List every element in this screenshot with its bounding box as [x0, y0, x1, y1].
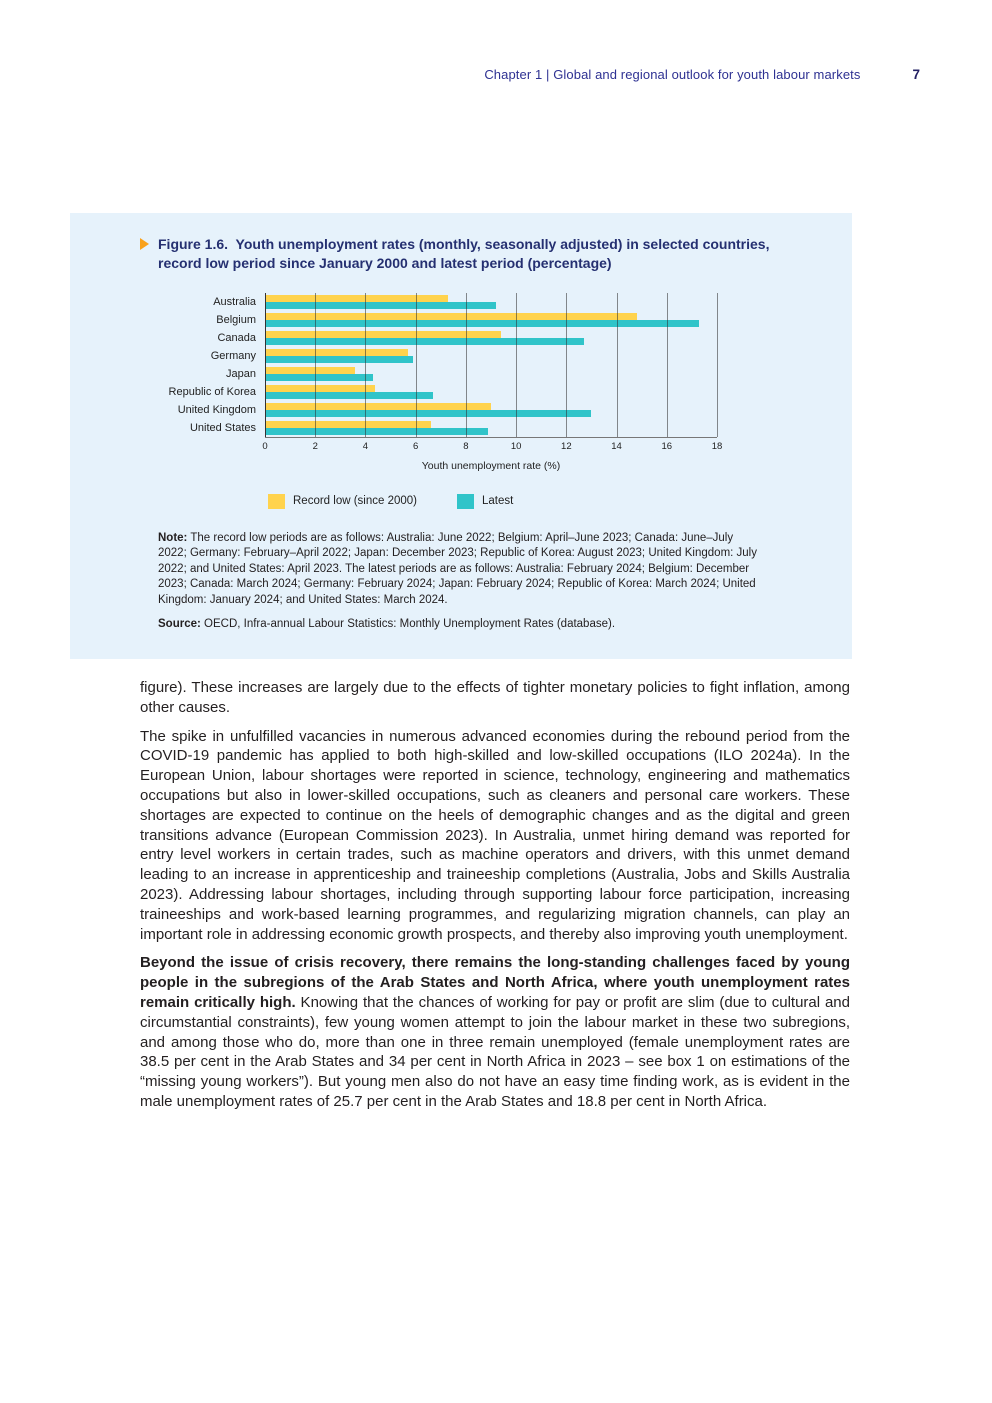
figure-title-row — [140, 235, 792, 273]
bar-record-low-since-2000- — [265, 349, 408, 356]
paragraph-1: figure). These increases are largely due to the effects of tighter monetary policies to fight inflation, among other causes. — [140, 679, 850, 716]
figure-source — [158, 617, 762, 633]
tick-label: 10 — [510, 440, 522, 452]
tick-label: 8 — [463, 440, 469, 452]
bar-latest — [265, 320, 699, 327]
paragraph-3-rest: Knowing that the chances of working for pay or profit are slim (due to cultural and circumstantial constraints), few young women attempt to join the labour market in these two subregions, and among those who do, more than one in three remain unemployed (female unemployment rates are 38.5 per cent in the Arab States and 34 per cent in North Africa in 2023 – see box 1 on estimations of the “missing young workers”). But young men also do not have an easy time finding work, as is evident in the male unemployment rates of 25.7 per cent in the Arab States and 18.8 per cent in North Africa. — [140, 993, 850, 1110]
chart-x-axis — [262, 438, 723, 453]
chart-legend — [268, 494, 852, 509]
chart-body — [70, 293, 852, 438]
tick-label: 12 — [561, 440, 572, 452]
bar-record-low-since-2000- — [265, 295, 448, 302]
bar-record-low-since-2000- — [265, 331, 501, 338]
legend-swatch — [457, 494, 474, 509]
chart-row — [265, 347, 717, 365]
chart-row — [265, 383, 717, 401]
chart-row — [265, 365, 717, 383]
bar-latest — [265, 428, 488, 435]
bar-latest — [265, 338, 584, 345]
tick-label: 14 — [611, 440, 622, 452]
bar-chart — [70, 293, 852, 509]
category-label: Belgium — [216, 313, 256, 326]
chart-row — [265, 401, 717, 419]
page-number: 7 — [912, 67, 920, 82]
bar-latest — [265, 356, 413, 363]
category-label: Australia — [213, 295, 256, 308]
bar-latest — [265, 374, 373, 381]
chart-row — [265, 293, 717, 311]
x-axis-label: Youth unemployment rate (%) — [421, 459, 561, 472]
legend-item — [268, 494, 417, 509]
chart-category-labels — [70, 293, 265, 438]
category-label: Republic of Korea — [168, 385, 256, 398]
gridline — [717, 293, 718, 437]
bar-record-low-since-2000- — [265, 385, 375, 392]
chart-row — [265, 311, 717, 329]
bar-latest — [265, 302, 496, 309]
bar-record-low-since-2000- — [265, 367, 355, 374]
legend-label: Record low (since 2000) — [293, 495, 418, 508]
bar-record-low-since-2000- — [265, 403, 491, 410]
source-text: OECD, Infra-annual Labour Statistics: Monthly Unemployment Rates (database). — [200, 618, 616, 631]
body-text — [140, 678, 850, 1121]
tick-label: 6 — [413, 440, 419, 452]
bar-latest — [265, 392, 433, 399]
paragraph-3 — [140, 953, 850, 1111]
category-label: United Kingdom — [177, 403, 256, 416]
note-text: The record low periods are as follows: Australia: June 2022; Belgium: April–June 2023; Canada: June–July 2022; Germany: February–April 2022; Japan: December 2023; Republic of Korea: August 2023; United Kingdom: July 2022; and United States: April 2023. The latest periods are as follows: Australia: February 2024; Belgium: December 2023; Canada: March 2024; Germany: February 2024; Japan: February 2024; Republic of Korea: March 2024; United Kingdom: January 2024; and United States: March 2024. — [158, 531, 757, 606]
tick-label: 16 — [661, 440, 673, 452]
tick-label: 18 — [711, 440, 723, 452]
tick-label: 0 — [262, 440, 268, 452]
source-label: Source: — [158, 618, 201, 631]
paragraph-3-bold-lead: Beyond the issue of crisis recovery, there remains the long-standing challenges faced by young people in the subregions of the Arab States and North Africa, where youth unemployment rates remain critically high. — [140, 954, 850, 1011]
chapter-title: Chapter 1 | Global and regional outlook for youth labour markets — [484, 67, 861, 82]
figure-box — [70, 213, 852, 659]
bar-record-low-since-2000- — [265, 313, 637, 320]
category-label: Germany — [210, 349, 256, 362]
legend-swatch — [268, 494, 285, 509]
figure-marker-triangle-icon — [140, 238, 149, 250]
running-header — [484, 67, 920, 82]
note-label: Note: — [158, 531, 188, 544]
chart-plot-area — [265, 293, 717, 438]
bar-record-low-since-2000- — [265, 421, 431, 428]
figure-title: Figure 1.6. Youth unemployment rates (monthly, seasonally adjusted) in selected countries, record low period since January 2000 and latest period (percentage) — [158, 236, 770, 271]
category-label: Japan — [226, 367, 256, 380]
bar-latest — [265, 410, 591, 417]
paragraph-2: The spike in unfulfilled vacancies in numerous advanced economies during the rebound period from the COVID-19 pandemic has applied to both high-skilled and low-skilled occupations (ILO 2024a). In the European Union, labour shortages were reported in science, technology, engineering and mathematics occupations but also in lower-skilled occupations, such as cleaners and personal care workers. These shortages are expected to continue on the heels of demographic changes and as the digital and green transitions advance (European Commission 2023). In Australia, unmet hiring demand was reported for entry level workers in certain trades, such as machine operators and drivers, with this unmet demand leading to an increase in apprenticeship and traineeship completions (Australia, Jobs and Skills Australia 2023). Addressing labour shortages, including through supporting labour force participation, increasing traineeships and work-based learning programmes, and regularizing migration channels, can play an important role in addressing economic growth prospects, and thereby also improving youth unemployment. — [140, 727, 850, 943]
legend-item — [457, 494, 513, 509]
tick-label: 4 — [362, 440, 369, 452]
chart-row — [265, 419, 717, 437]
tick-label: 2 — [312, 440, 318, 452]
category-label: United States — [189, 421, 256, 434]
legend-label: Latest — [482, 495, 514, 508]
category-label: Canada — [217, 331, 256, 344]
figure-note — [158, 531, 762, 609]
chart-row — [265, 329, 717, 347]
